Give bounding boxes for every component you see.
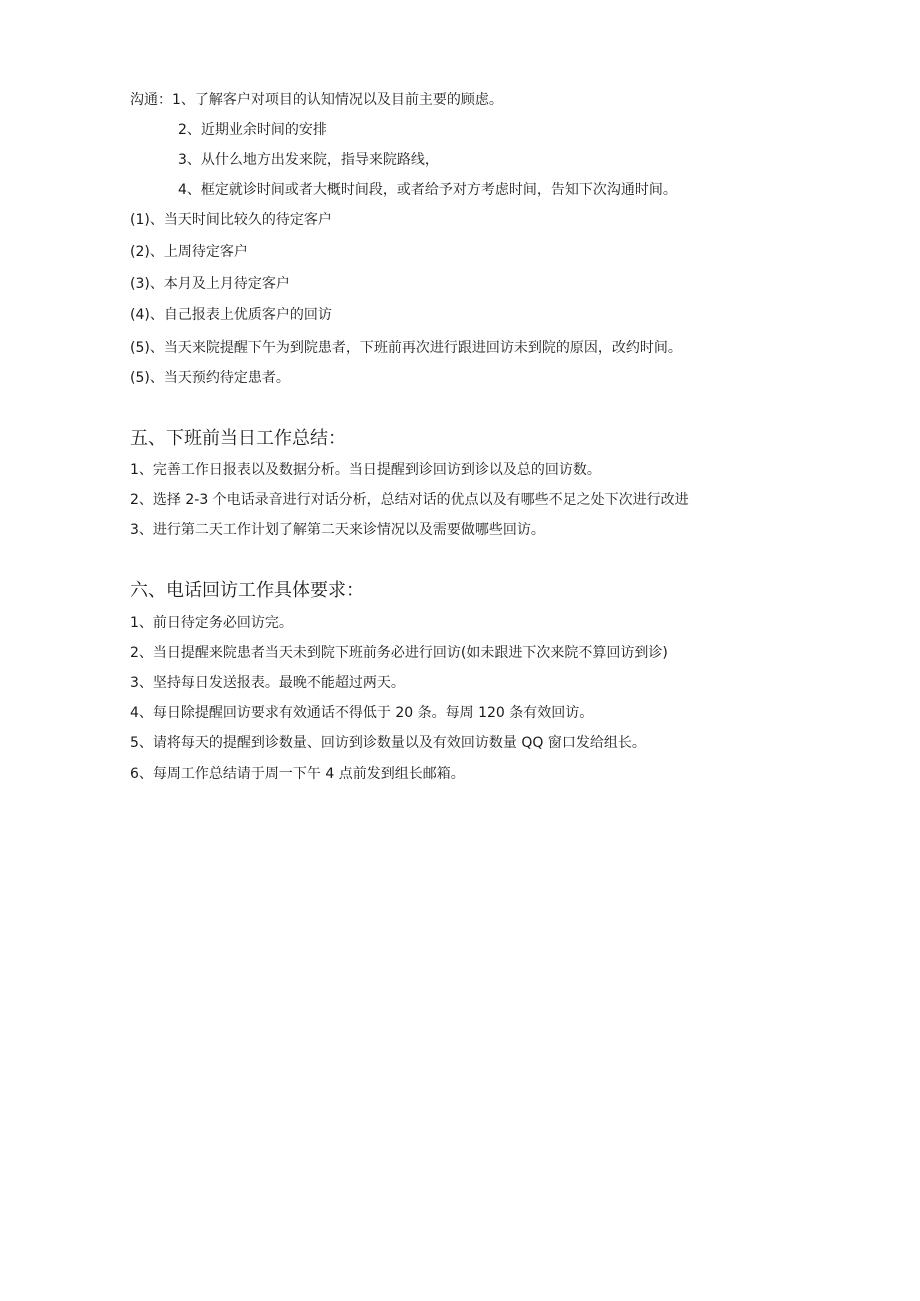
section-5-item: 3、进行第二天工作计划了解第二天来诊情况以及需要做哪些回访。 xyxy=(130,522,545,538)
followup-item: (4)、自己报表上优质客户的回访 xyxy=(130,307,332,323)
section-6-item: 6、每周工作总结请于周一下午 4 点前发到组长邮箱。 xyxy=(130,766,465,782)
followup-item: (5)、当天来院提醒下午为到院患者，下班前再次进行跟进回访未到院的原因，改约时间。 xyxy=(130,340,682,356)
section-5-item: 2、选择 2-3 个电话录音进行对话分析，总结对话的优点以及有哪些不足之处下次进行改进 xyxy=(130,492,689,508)
communication-item-3: 3、从什么地方出发来院，指导来院路线， xyxy=(178,152,439,168)
section-6-item: 4、每日除提醒回访要求有效通话不得低于 20 条。每周 120 条有效回访。 xyxy=(130,705,594,721)
section-5-heading: 五、下班前当日工作总结： xyxy=(130,428,346,449)
section-6-item: 5、请将每天的提醒到诊数量、回访到诊数量以及有效回访数量 QQ 窗口发给组长。 xyxy=(130,735,646,751)
followup-item: (3)、本月及上月待定客户 xyxy=(130,276,290,292)
followup-item: (1)、当天时间比较久的待定客户 xyxy=(130,212,332,228)
section-6-item: 3、坚持每日发送报表。最晚不能超过两天。 xyxy=(130,675,405,691)
communication-item-4: 4、框定就诊时间或者大概时间段，或者给予对方考虑时间，告知下次沟通时间。 xyxy=(178,182,677,198)
section-5-item: 1、完善工作日报表以及数据分析。当日提醒到诊回访到诊以及总的回访数。 xyxy=(130,462,601,478)
communication-line-1: 沟通：1、了解客户对项目的认知情况以及目前主要的顾虑。 xyxy=(130,92,503,108)
followup-item: (2)、上周待定客户 xyxy=(130,244,248,260)
section-6-item: 2、当日提醒来院患者当天未到院下班前务必进行回访(如未跟进下次来院不算回访到诊) xyxy=(130,645,668,661)
section-6-item: 1、前日待定务必回访完。 xyxy=(130,615,293,631)
followup-item: (5)、当天预约待定患者。 xyxy=(130,370,290,386)
section-6-heading: 六、电话回访工作具体要求： xyxy=(130,580,364,601)
communication-item-2: 2、近期业余时间的安排 xyxy=(178,122,327,138)
